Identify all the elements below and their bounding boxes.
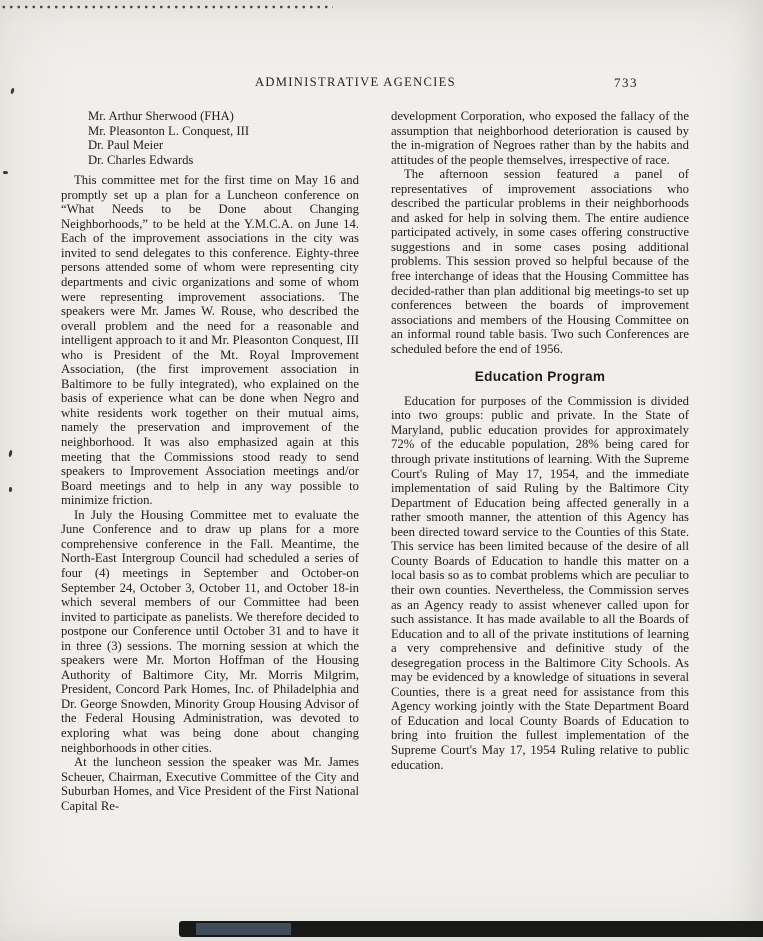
attendee-name: Mr. Arthur Sherwood (FHA) xyxy=(88,109,234,123)
paragraph-development-corporation: development Corporation, who exposed the fallacy of the assumption that neighborhood deterioration is caused by the in-migration of Negroes rather than by the habits and attitudes of the people themselves, irrespective of race. xyxy=(391,109,689,167)
section-heading-education-program: Education Program xyxy=(474,369,606,385)
scan-speck xyxy=(10,88,15,95)
two-column-text-block xyxy=(61,109,689,813)
running-head-title: ADMINISTRATIVE AGENCIES xyxy=(255,75,456,89)
scan-speck xyxy=(3,171,8,174)
paragraph-afternoon-session: The afternoon session featured a panel of representatives of improvement associations who described the particular problems in their neighborhoods and asked for help in solving them. The entire audience participated actively, in some cases offering constructive suggestions and in some cases posing additional problems. This session proved so helpful because of the free interchange of ideas that the Housing Committee has decided-rather than plan additional big meetings-to set up conferences between the boards of improvement associations and members of the Housing Committee on an informal round table basis. Two such Conferences are scheduled before the end of 1956. xyxy=(391,167,689,356)
paragraph-education-program: Education for purposes of the Commission is divided into two groups: public and private. In the State of Maryland, public education provides for approximately 72% of the educable population, 28% being cared for through private institutions of learning. With the Supreme Court's Ruling of May 17, 1954, and the immediate implementation of said Ruling by the Baltimore City Department of Education being affected generally in a rather smooth manner, the attention of this Agency has been directed toward service to the Counties of this State. This service has been limited because of the desire of all County Boards of Education to handle this matter on a local basis so as to combat problems which are peculiar to their own counties. Nevertheless, the Commission serves as an Agency ready to assist whenever called upon for such assistance. It has made available to all the Boards of Education and to all of the private institutions of learning a very comprehensive and definitive study of the desegregation process in the Baltimore City Schools. As may be evidenced by a knowledge of situations in several Counties, there is a great need for assistance from this Agency working jointly with the State Department Board of Education and local County Boards of Education to bring into fruition the fullest implementation of the Supreme Court's May 17, 1954 Ruling relative to public education. xyxy=(391,393,689,772)
paragraph-luncheon-speaker: At the luncheon session the speaker was Mr. James Scheuer, Chairman, Executive Committee of the City and Suburban Homes, and Vice President of the First National Capital Re- xyxy=(61,755,359,813)
left-column xyxy=(61,109,359,813)
paragraph-luncheon-conference: This committee met for the first time on May 16 and promptly set up a plan for a Luncheon conference on “What Needs to be Done about Changing Neighborhoods,” to be held at the Y.M.C.A. on June 14. Each of the improvement associations in the city was invited to send delegates to this conference. Eighty-three persons attended some of whom were representing city departments and civic organizations and some of whom were representing improvement associations. The speakers were Mr. James W. Rouse, who described the overall problem and the need for a reasonable and intelligent approach to it and Mr. Pleasonton Conquest, III who is President of the Mt. Royal Improvement Association, (the first improvement association in Baltimore to be fully integrated), who explained on the basis of experience what can be done when Negro and white residents work together on their mutual aims, namely the preservation and improvement of the neighborhood. It was also emphasized again at this meeting that the Commissions stood ready to send speakers to Improvement Association meetings and/or Board meetings and to help in any way possible to minimize friction. xyxy=(61,173,359,508)
page-number: 733 xyxy=(614,75,638,90)
scan-artifact-dotted-line xyxy=(0,5,333,9)
paragraph-july-housing-committee: In July the Housing Committee met to evaluate the June Conference and to draw up plans for a more comprehensive conference in the Fall. Meantime, the North-East Intergroup Council had scheduled a series of four (4) meetings in September and October-on September 24, October 3, October 11, and October 18-in which several members of our Committee had been invited to participate as panelists. We therefore decided to postpone our Conference until October 31 and to have it in three (3) sessions. The morning session at which the speakers were Mr. Morton Hoffman of the Housing Authority of Baltimore City, Mr. Morris Milgrim, President, Concord Park Homes, Inc. of Philadelphia and Dr. George Snowden, Minority Group Housing Advisor of the Federal Housing Administration, was devoted to exploring what was being done about changing neighborhoods in other cities. xyxy=(61,507,359,755)
attendee-name: Mr. Pleasonton L. Conquest, III xyxy=(88,123,250,138)
scan-speck xyxy=(9,487,13,492)
attendee-name: Dr. Paul Meier xyxy=(88,138,164,153)
right-column xyxy=(391,109,689,813)
scan-artifact-bar-tint xyxy=(196,923,291,935)
attendee-name: Dr. Charles Edwards xyxy=(88,152,194,167)
scan-artifact-bottom-bar xyxy=(179,921,763,937)
scan-speck xyxy=(8,450,13,458)
attendee-list xyxy=(88,109,359,167)
